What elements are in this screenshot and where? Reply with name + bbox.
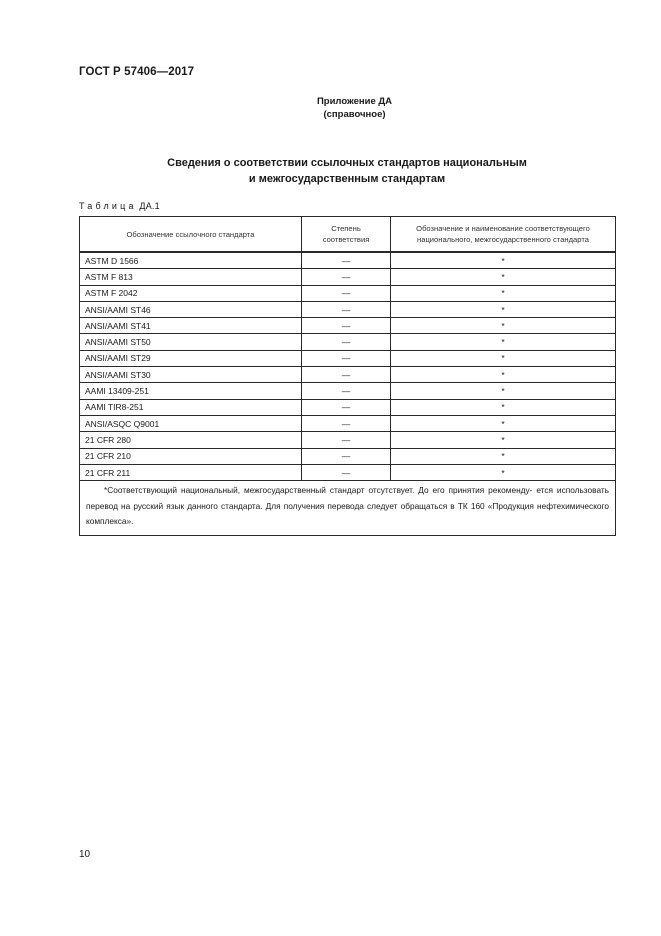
table-note-row [80,481,616,536]
cell-degree: — [302,350,391,366]
header-national-line1: Обозначение и наименование соответствующего [416,224,590,233]
cell-degree: — [302,285,391,301]
cell-degree: — [302,269,391,285]
cell-degree: — [302,448,391,464]
cell-national: * [391,399,616,415]
cell-reference: 21 CFR 280 [80,432,302,448]
table-row [80,285,616,301]
cell-reference: ANSI/AAMI ST41 [80,318,302,334]
table-row [80,464,616,480]
table-caption [79,201,160,211]
header-national-line2: национального, межгосударственного стандарта [417,235,589,244]
cell-reference: 21 CFR 210 [80,448,302,464]
cell-national: * [391,432,616,448]
cell-national: * [391,415,616,431]
cell-degree: — [302,415,391,431]
table-row [80,269,616,285]
cell-degree: — [302,432,391,448]
appendix-heading [0,95,661,121]
table-caption-word: Таблица [79,201,137,211]
footnote-line3: ТК 160 «Продукция нефтехимического комплекса». [86,500,609,527]
table-row [80,318,616,334]
footnote-line2: ется использовать перевод на русский язык данного стандарта. Для получения перевода следует обращаться в [86,485,609,511]
cell-national: * [391,350,616,366]
cell-degree: — [302,318,391,334]
standards-table [79,216,616,536]
cell-degree: — [302,301,391,317]
table-row [80,301,616,317]
cell-degree: — [302,383,391,399]
cell-national: * [391,334,616,350]
table-row [80,432,616,448]
cell-reference: AAMI 13409-251 [80,383,302,399]
appendix-title: Приложение ДА [316,96,393,107]
table-row [80,350,616,366]
cell-reference: ASTM F 813 [80,269,302,285]
section-title [0,155,661,187]
cell-degree: — [302,252,391,269]
cell-degree: — [302,399,391,415]
cell-national: * [391,301,616,317]
table-row [80,399,616,415]
table-row [80,383,616,399]
cell-national: * [391,252,616,269]
header-degree-line2: соответствия [322,235,370,244]
table-row [80,334,616,350]
cell-national: * [391,318,616,334]
cell-national: * [391,367,616,383]
cell-reference: ANSI/ASQC Q9001 [80,415,302,431]
table-row [80,448,616,464]
table-row [80,367,616,383]
cell-reference: ASTM F 2042 [80,285,302,301]
header-national [391,217,616,253]
appendix-subtitle: (справочное) [323,109,386,120]
header-reference: Обозначение ссылочного стандарта [80,217,302,253]
cell-national: * [391,383,616,399]
table-row [80,252,616,269]
cell-degree: — [302,464,391,480]
table-caption-number: ДА.1 [139,201,160,211]
cell-national: * [391,269,616,285]
page-number: 10 [79,849,91,860]
table-header-row [80,217,616,253]
cell-reference: ANSI/AAMI ST29 [80,350,302,366]
cell-reference: 21 CFR 211 [80,464,302,480]
cell-reference: AAMI TIR8-251 [80,399,302,415]
header-degree [302,217,391,253]
cell-national: * [391,285,616,301]
section-title-line1: Сведения о соответствии ссылочных стандартов национальным [167,157,527,169]
table-row [80,415,616,431]
cell-reference: ANSI/AAMI ST46 [80,301,302,317]
table-footnote [80,481,616,536]
document-code: ГОСТ Р 57406—2017 [79,66,195,78]
cell-reference: ASTM D 1566 [80,252,302,269]
header-degree-line1: Степень [331,224,361,233]
cell-national: * [391,448,616,464]
cell-degree: — [302,367,391,383]
cell-degree: — [302,334,391,350]
cell-reference: ANSI/AAMI ST30 [80,367,302,383]
footnote-line1: *Соответствующий национальный, межгосударственный стандарт отсутствует. До его принятия рекоменду- [104,485,533,496]
cell-national: * [391,464,616,480]
section-title-line2: и межгосударственным стандартам [248,173,446,185]
cell-reference: ANSI/AAMI ST50 [80,334,302,350]
